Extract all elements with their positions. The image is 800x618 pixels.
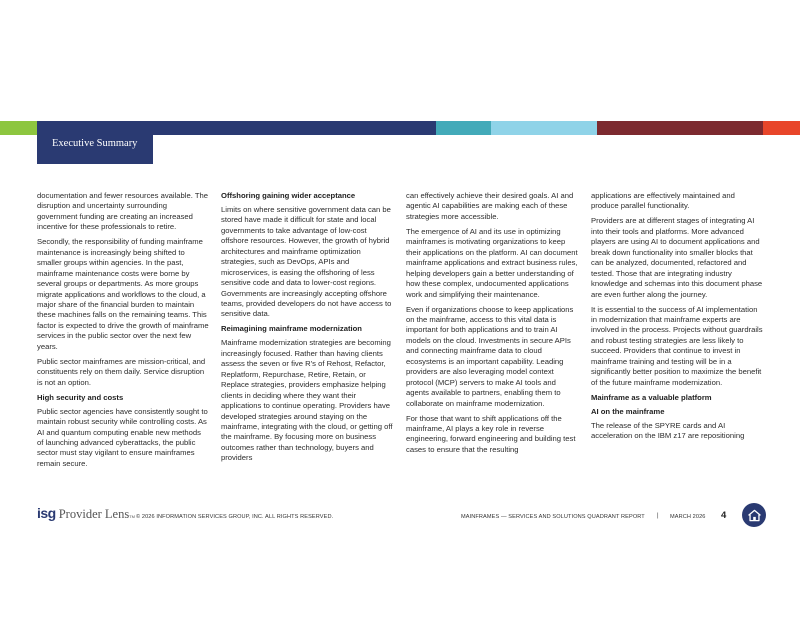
logo-isg: isg	[37, 505, 56, 521]
subheading: AI on the mainframe	[591, 406, 665, 416]
paragraph: Providers are at different stages of integrating AI into their tools and platforms. More advanced players are using AI to document applications and break down functionality into smaller blocks that can be analyzed, documented, refactored and tested. Those that are integrating industry knowledge and schemas into this document phase are even further along the journey.	[591, 216, 763, 299]
logo-provider-lens: Provider Lens	[58, 507, 130, 521]
column-3	[406, 191, 578, 460]
subheading: High security and costs	[37, 392, 124, 402]
subheading: Reimagining mainframe modernization	[221, 324, 362, 334]
section-title-tab	[37, 121, 153, 164]
footer-separator: |	[657, 513, 659, 519]
paragraph: documentation and fewer resources available. The disruption and uncertainty surrounding government funding are creating an increased incentive for these professionals to retire.	[37, 191, 209, 232]
paragraph: It is essential to the success of AI implementation in modernization that mainframe experts are involved in the process. Projects without guardrails and robust testing strategies are less likely to succeed. Providers that continue to invest in mainframe training and testing will be in a significantly better position to maximize the benefit of the future mainframe modernization.	[591, 304, 763, 387]
paragraph: applications are effectively maintained and produce parallel functionality.	[591, 191, 735, 211]
subheading: Offshoring gaining wider acceptance	[221, 191, 356, 200]
body-columns	[37, 191, 762, 491]
paragraph: Secondly, the responsibility of funding mainframe maintenance is increasingly being shifted to smaller groups within agencies. In the past, mainframe maintenance costs were borne by several groups or departments. As more groups migrate applications and workflows to the cloud, a major share of the financial burden to maintain these machines falls on the remaining teams. This factor is expected to drive the growth of mainframe services in the public sector over the next few years.	[37, 237, 209, 351]
paragraph: For those that want to shift applications off the mainframe, AI plays a key role in reverse engineering, forward engineering and building test cases to ensure that the resulting	[406, 413, 576, 454]
color-segment-lightblue	[491, 121, 597, 135]
report-title: MAINFRAMES — SERVICES AND SOLUTIONS QUADRANT REPORT	[461, 514, 645, 520]
paragraph: can effectively achieve their desired goals. AI and agentic AI capabilities are making each of these strategies more accessible.	[406, 191, 574, 221]
logo-tm: TM	[129, 514, 135, 519]
color-segment-navy-2	[307, 121, 436, 135]
copyright-text: © 2026 INFORMATION SERVICES GROUP, INC. ALL RIGHTS RESERVED.	[136, 514, 334, 520]
paragraph: Public sector mainframes are mission-critical, and constituents rely on them daily. Service disruption is not an option.	[37, 356, 206, 387]
paragraph: The emergence of AI and its use in optimizing mainframes is motivating organizations to keep their applications on the platform. AI can document mainframe applications and extract business rules, helping developers gain a better understanding of how these complex, undocumented applications work and simplifying their maintenance.	[406, 226, 578, 299]
page-number: 4	[721, 510, 727, 521]
column-1	[37, 191, 209, 474]
subheading: Mainframe as a valuable platform	[591, 392, 712, 402]
home-icon	[748, 509, 761, 522]
paragraph: Mainframe modernization strategies are becoming increasingly focused. Rather than having clients assess the seven or five R’s of Rehost, Refactor, Replatform, Repurchase, Retire, Retain, or Replace strategies, providers emphasize helping clients in deciding where they want their applications to continue operating. Providers have developed strategies around staying on the mainframe, integrating with the cloud, or getting off the mainframe. By focusing more on business outcomes rather than technology, buyers and providers	[221, 338, 393, 463]
home-button[interactable]	[742, 503, 766, 527]
paragraph: The release of the SPYRE cards and AI acceleration on the IBM z17 are repositioning	[591, 420, 745, 441]
column-2	[221, 191, 393, 468]
isg-provider-lens-logo[interactable]	[37, 505, 135, 522]
report-date: MARCH 2026	[670, 514, 706, 520]
color-segment-teal	[436, 121, 491, 135]
paragraph: Limits on where sensitive government data can be stored have made it difficult for state and local governments to take advantage of low-cost offshore resources. However, the growth of hybrid architectures and mainframe optimization strategies, such as DevOps, APIs and microservices, is easing the offshoring of less sensitive code and data to lower-cost regions. Governments are increasingly accepting offshore teams, provided developers do not have access to sensitive data.	[221, 204, 392, 319]
color-segment-maroon	[597, 121, 717, 135]
color-segment-orange	[763, 121, 800, 135]
paragraph: Public sector agencies have consistently sought to maintain robust security while controlling costs. As AI and quantum computing enable new methods of launching advanced cyberattacks, the public sector must stay vigilant to ensure mainframes remain secure.	[37, 406, 208, 468]
page-footer	[0, 503, 800, 533]
column-4	[591, 191, 763, 446]
paragraph: Even if organizations choose to keep applications on the mainframe, access to this vital data is important for both applications and to train AI models on the cloud. Investments in secure APIs and connecting mainframe data to cloud ecosystems is an important capability. Leading providers are also leveraging model context protocol (MCP) servers to make AI tools and agents available to partners, enabling them to collaborate on mainframe modernization.	[406, 304, 574, 408]
color-segment-maroon-2	[717, 121, 763, 135]
section-title: Executive Summary	[52, 138, 138, 149]
